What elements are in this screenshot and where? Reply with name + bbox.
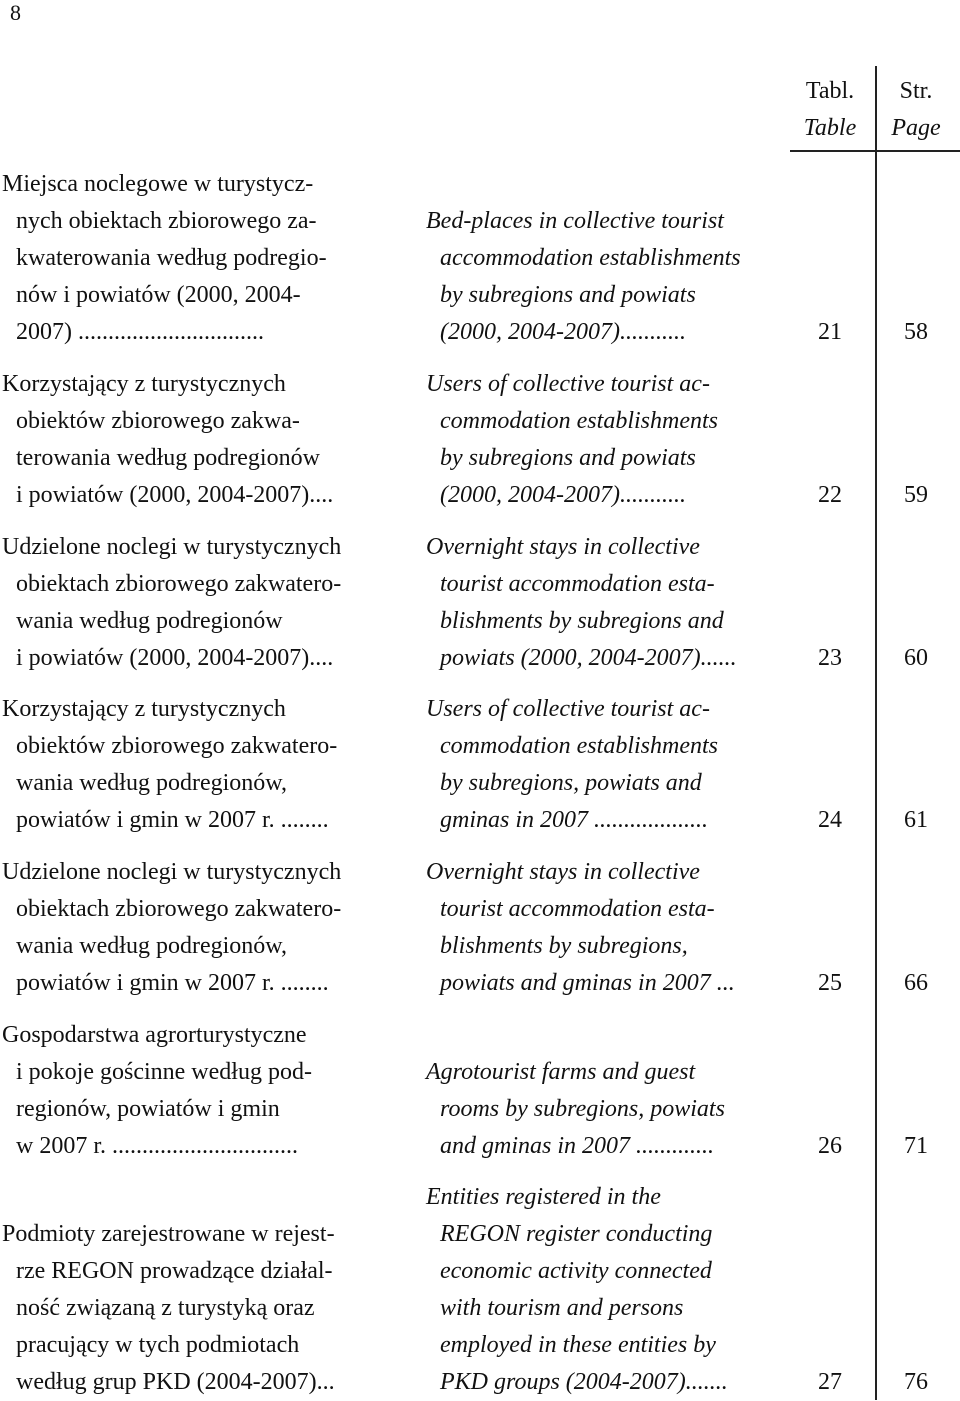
entry-en-line: REGON register conducting [440, 1221, 713, 1247]
entry-en-line: powiats and gminas in 2007 ... [440, 970, 735, 996]
entry-pl-line: obiektów zbiorowego zakwa- [16, 408, 300, 434]
entry-pl-line: Podmioty zarejestrowane w rejest- [2, 1221, 335, 1247]
entry-en-line: commodation establishments [440, 733, 718, 759]
entry-pl-line: Korzystający z turystycznych [2, 696, 286, 722]
entry-en-line: Overnight stays in collective [426, 859, 700, 885]
entry-en-line: with tourism and persons [440, 1295, 684, 1321]
entry-en-line: and gminas in 2007 ............. [440, 1133, 715, 1159]
page-number: 8 [10, 0, 21, 25]
entry-en-line: tourist accommodation esta- [440, 896, 715, 922]
table-number: 23 [818, 645, 842, 671]
entry-en-line: tourist accommodation esta- [440, 571, 715, 597]
entry-pl-line: obiektach zbiorowego zakwatero- [16, 571, 342, 597]
entry-en-line: employed in these entities by [440, 1332, 716, 1358]
table-number: 22 [818, 482, 842, 508]
entry-en-line: accommodation establishments [440, 245, 741, 271]
entry-pl-line: według grup PKD (2004-2007)... [16, 1369, 335, 1395]
entry-pl-line: i powiatów (2000, 2004-2007).... [16, 482, 334, 508]
page-column-label-pl: Str. [899, 78, 933, 104]
table-column-label-en: Table [803, 115, 857, 141]
entry-en-line: Bed-places in collective tourist [426, 208, 724, 234]
entry-en-line: Overnight stays in collective [426, 534, 700, 560]
entry-pl-line: i powiatów (2000, 2004-2007).... [16, 645, 334, 671]
entry-pl-line: Korzystający z turystycznych [2, 371, 286, 397]
entry-pl-line: 2007) ............................... [16, 319, 264, 345]
page-column-label-en: Page [891, 115, 941, 141]
entry-pl-line: Miejsca noclegowe w turystycz- [2, 171, 314, 197]
entry-pl-line: Udzielone noclegi w turystycznych [2, 534, 342, 560]
entry-en-line: rooms by subregions, powiats [440, 1096, 725, 1122]
entry-pl-line: Udzielone noclegi w turystycznych [2, 859, 342, 885]
page-reference: 58 [904, 319, 928, 345]
entry-pl-line: powiatów i gmin w 2007 r. ........ [16, 807, 329, 833]
entry-pl-line: i pokoje gościnne według pod- [16, 1059, 312, 1085]
entry-en-line: powiats (2000, 2004-2007)...... [440, 645, 737, 671]
table-number: 25 [818, 970, 842, 996]
entry-pl-line: kwaterowania według podregio- [16, 245, 327, 271]
page-reference: 76 [904, 1369, 928, 1395]
entry-pl-line: ność związaną z turystyką oraz [16, 1295, 315, 1321]
entry-en-line: gminas in 2007 ................... [440, 807, 709, 833]
entry-en-line: by subregions, powiats and [440, 770, 702, 796]
entry-en-line: economic activity connected [440, 1258, 712, 1284]
entry-en-line: by subregions and powiats [440, 445, 696, 471]
table-number: 21 [818, 319, 842, 345]
entry-en-line: Users of collective tourist ac- [426, 696, 710, 722]
entry-pl-line: nów i powiatów (2000, 2004- [16, 282, 301, 308]
table-number: 27 [818, 1369, 842, 1395]
table-column-label-pl: Tabl. [805, 78, 855, 104]
entry-pl-line: regionów, powiatów i gmin [16, 1096, 280, 1122]
entry-pl-line: rze REGON prowadzące działal- [16, 1258, 333, 1284]
entry-pl-line: obiektów zbiorowego zakwatero- [16, 733, 338, 759]
page-reference: 66 [904, 970, 928, 996]
entry-pl-line: wania według podregionów, [16, 770, 288, 796]
entry-en-line: by subregions and powiats [440, 282, 696, 308]
table-column-header [790, 76, 870, 143]
entry-pl-line: powiatów i gmin w 2007 r. ........ [16, 970, 329, 996]
page-reference: 60 [904, 645, 928, 671]
column-divider [875, 66, 877, 1400]
entry-pl-line: wania według podregionów, [16, 933, 288, 959]
entry-pl-line: pracujący w tych podmiotach [16, 1332, 300, 1358]
entry-pl-line: nych obiektach zbiorowego za- [16, 208, 317, 234]
entry-pl-line: Gospodarstwa agrorturystyczne [2, 1022, 307, 1048]
entry-en-line: (2000, 2004-2007)........... [440, 482, 686, 508]
entry-pl-line: obiektach zbiorowego zakwatero- [16, 896, 342, 922]
entry-en-line: blishments by subregions, [440, 933, 688, 959]
table-number: 24 [818, 807, 842, 833]
page-reference: 59 [904, 482, 928, 508]
entry-en-line: Users of collective tourist ac- [426, 371, 710, 397]
entry-en-line: Entities registered in the [426, 1184, 661, 1210]
entry-en-line: (2000, 2004-2007)........... [440, 319, 686, 345]
entry-pl-line: w 2007 r. ............................... [16, 1133, 298, 1159]
header-rule [790, 150, 960, 152]
table-number: 26 [818, 1133, 842, 1159]
entry-pl-line: terowania według podregionów [16, 445, 320, 471]
entry-en-line: blishments by subregions and [440, 608, 724, 634]
entry-en-line: PKD groups (2004-2007)....... [440, 1369, 728, 1395]
entry-en-line: Agrotourist farms and guest [426, 1059, 696, 1085]
entry-en-line: commodation establishments [440, 408, 718, 434]
page-reference: 71 [904, 1133, 928, 1159]
page-reference: 61 [904, 807, 928, 833]
page-column-header [877, 76, 955, 143]
entry-pl-line: wania według podregionów [16, 608, 283, 634]
